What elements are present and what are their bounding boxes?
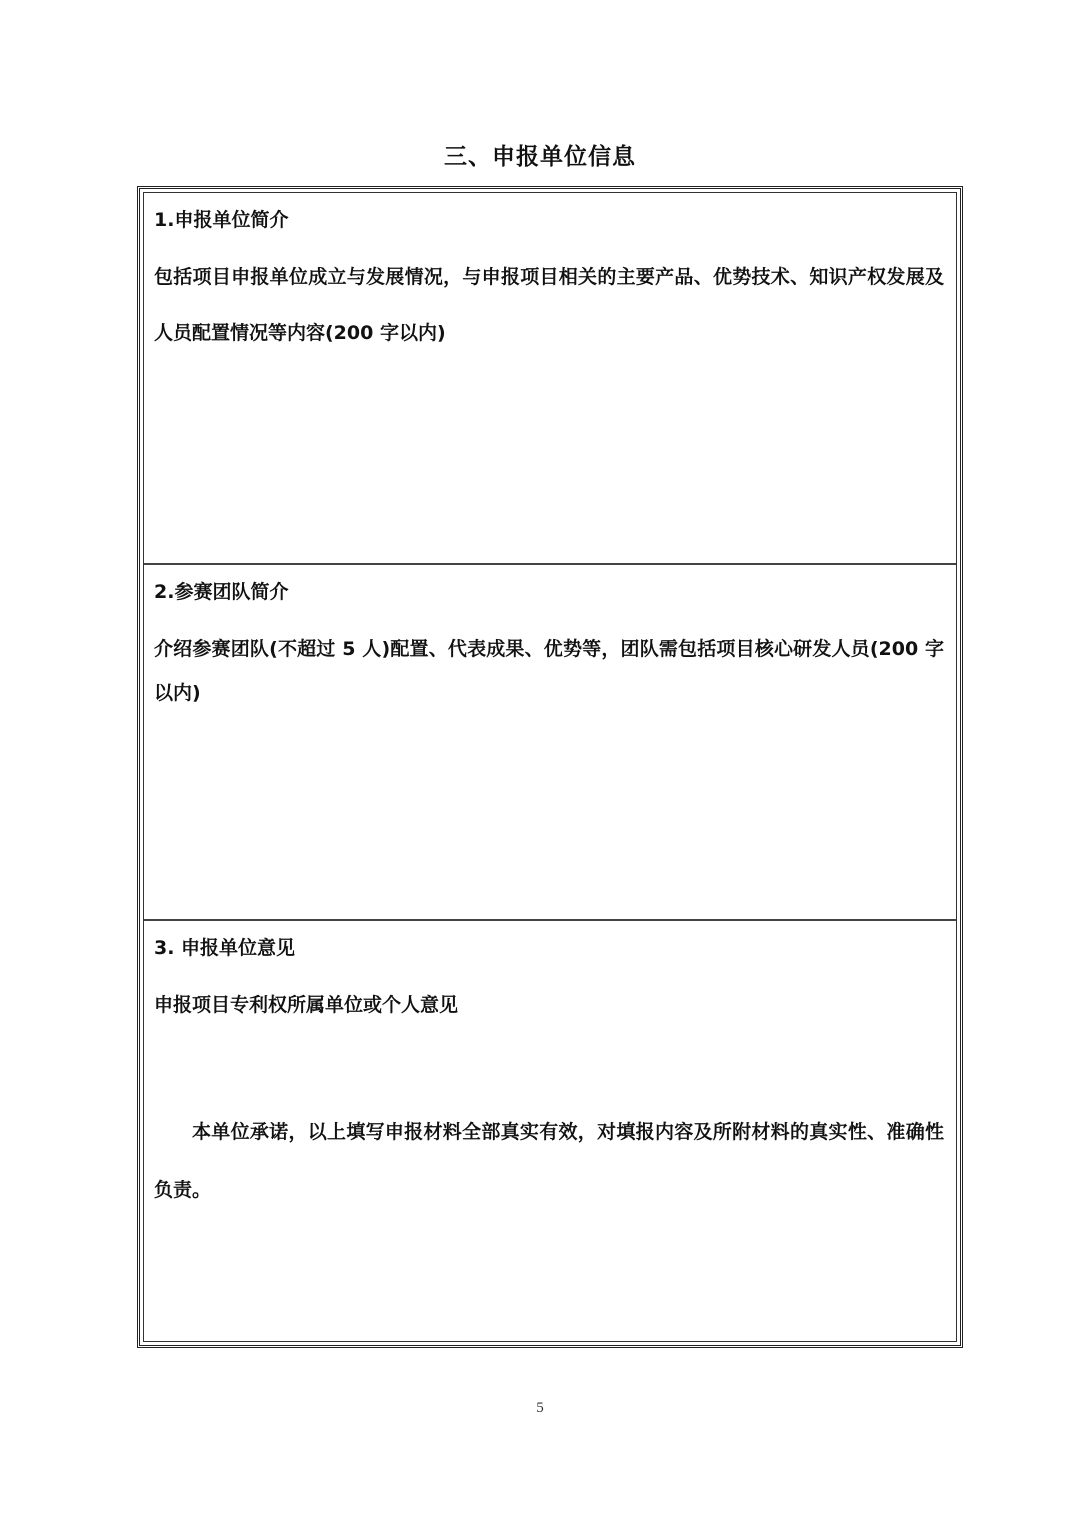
section-heading: 2.参赛团队简介 xyxy=(154,581,289,603)
section-team-introduction[interactable] xyxy=(144,563,956,921)
pledge-statement: 本单位承诺，以上填写申报材料全部真实有效，对填报内容及所附材料的真实性、准确性负责。 xyxy=(154,1121,944,1201)
section-unit-introduction[interactable] xyxy=(144,193,956,565)
form-table xyxy=(137,186,963,1348)
section-description: 包括项目申报单位成立与发展情况，与申报项目相关的主要产品、优势技术、知识产权发展及人员配置情况等内容(200 字以内) xyxy=(154,266,944,344)
section-description: 介绍参赛团队(不超过 5 人)配置、代表成果、优势等，团队需包括项目核心研发人员(200 字以内) xyxy=(154,638,944,704)
form-table-inner xyxy=(143,192,957,1342)
page-title: 三、申报单位信息 xyxy=(444,144,636,170)
page-number: 5 xyxy=(536,1400,544,1416)
section-unit-opinion[interactable] xyxy=(144,919,956,1348)
section-heading: 3. 申报单位意见 xyxy=(154,937,296,959)
section-description: 申报项目专利权所属单位或个人意见 xyxy=(154,994,459,1016)
section-heading: 1.申报单位简介 xyxy=(154,209,289,231)
